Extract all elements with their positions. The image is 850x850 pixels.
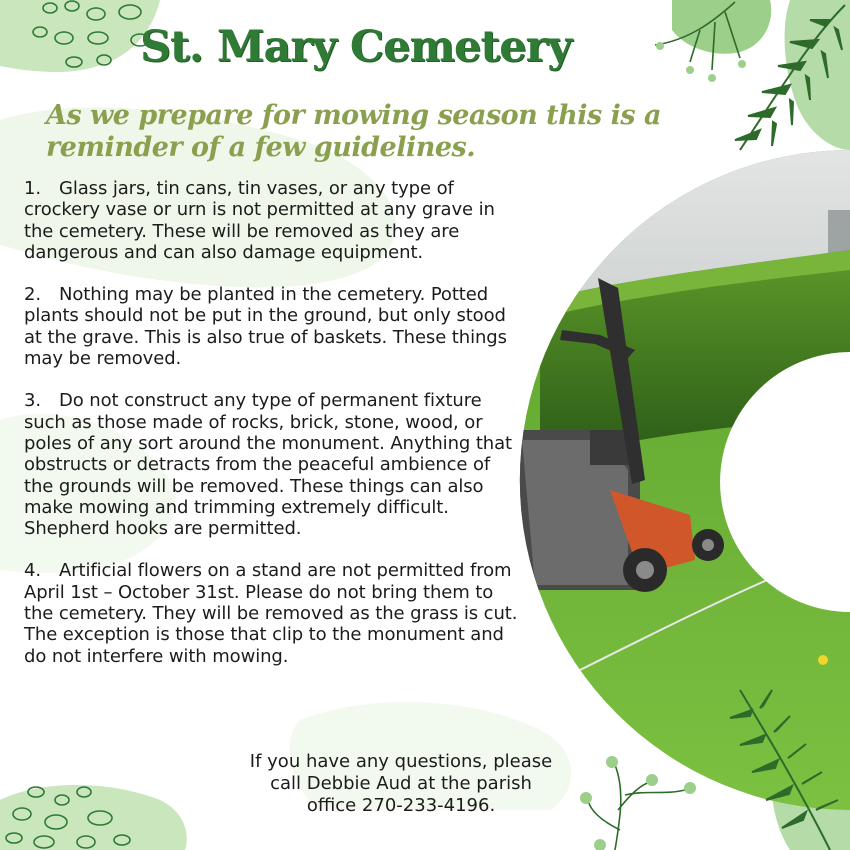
bottom-stem-icon — [580, 756, 696, 850]
contact-line: call Debbie Aud at the parish — [270, 773, 532, 794]
guideline-text: Artificial flowers on a stand are not permitted from April 1st – October 31st. Please do not bring them to the cemetery. They will be removed as the grass is cut. The exception is those that clip to the monument and do not interfere with mowing. — [24, 560, 518, 667]
contact-info — [226, 751, 576, 817]
subtitle: As we prepare for mowing season this is a reminder of a few guidelines. — [46, 100, 661, 163]
guideline-item — [24, 560, 524, 666]
contact-phone-line: office 270-233-4196. — [306, 795, 496, 816]
contact-line: If you have any questions, please — [249, 751, 553, 772]
guideline-text: Nothing may be planted in the cemetery. Potted plants should not be put in the ground, but only stood at the grave. This is also true of baskets. These things may be removed. — [24, 284, 507, 370]
guideline-text: Do not construct any type of permanent fixture such as those made of rocks, brick, stone, wood, or poles of any sort around the monument. Anything that obstructs or detracts from the peaceful ambience of the grounds will be removed. These things can also make mowing and trimming extremely difficult. Shepherd hooks are permitted. — [24, 390, 512, 540]
guideline-number: 2. — [24, 284, 41, 306]
guideline-number: 3. — [24, 390, 41, 412]
guideline-number: 1. — [24, 178, 41, 199]
page-title: St. Mary Cemetery — [140, 22, 572, 72]
guideline-item — [24, 390, 524, 539]
top-right-branch-icon — [735, 5, 845, 150]
guideline-item — [24, 284, 524, 369]
guidelines-list — [24, 178, 524, 688]
bottom-right-branch-icon — [730, 690, 838, 850]
guideline-number: 4. — [24, 560, 41, 582]
guideline-text: Glass jars, tin cans, tin vases, or any type of crockery vase or urn is not permitted at any grave in the cemetery. These will be removed as they are dangerous and can also damage equipment. — [24, 178, 495, 263]
guideline-item — [24, 178, 524, 263]
top-right-stem-icon — [655, 2, 746, 82]
